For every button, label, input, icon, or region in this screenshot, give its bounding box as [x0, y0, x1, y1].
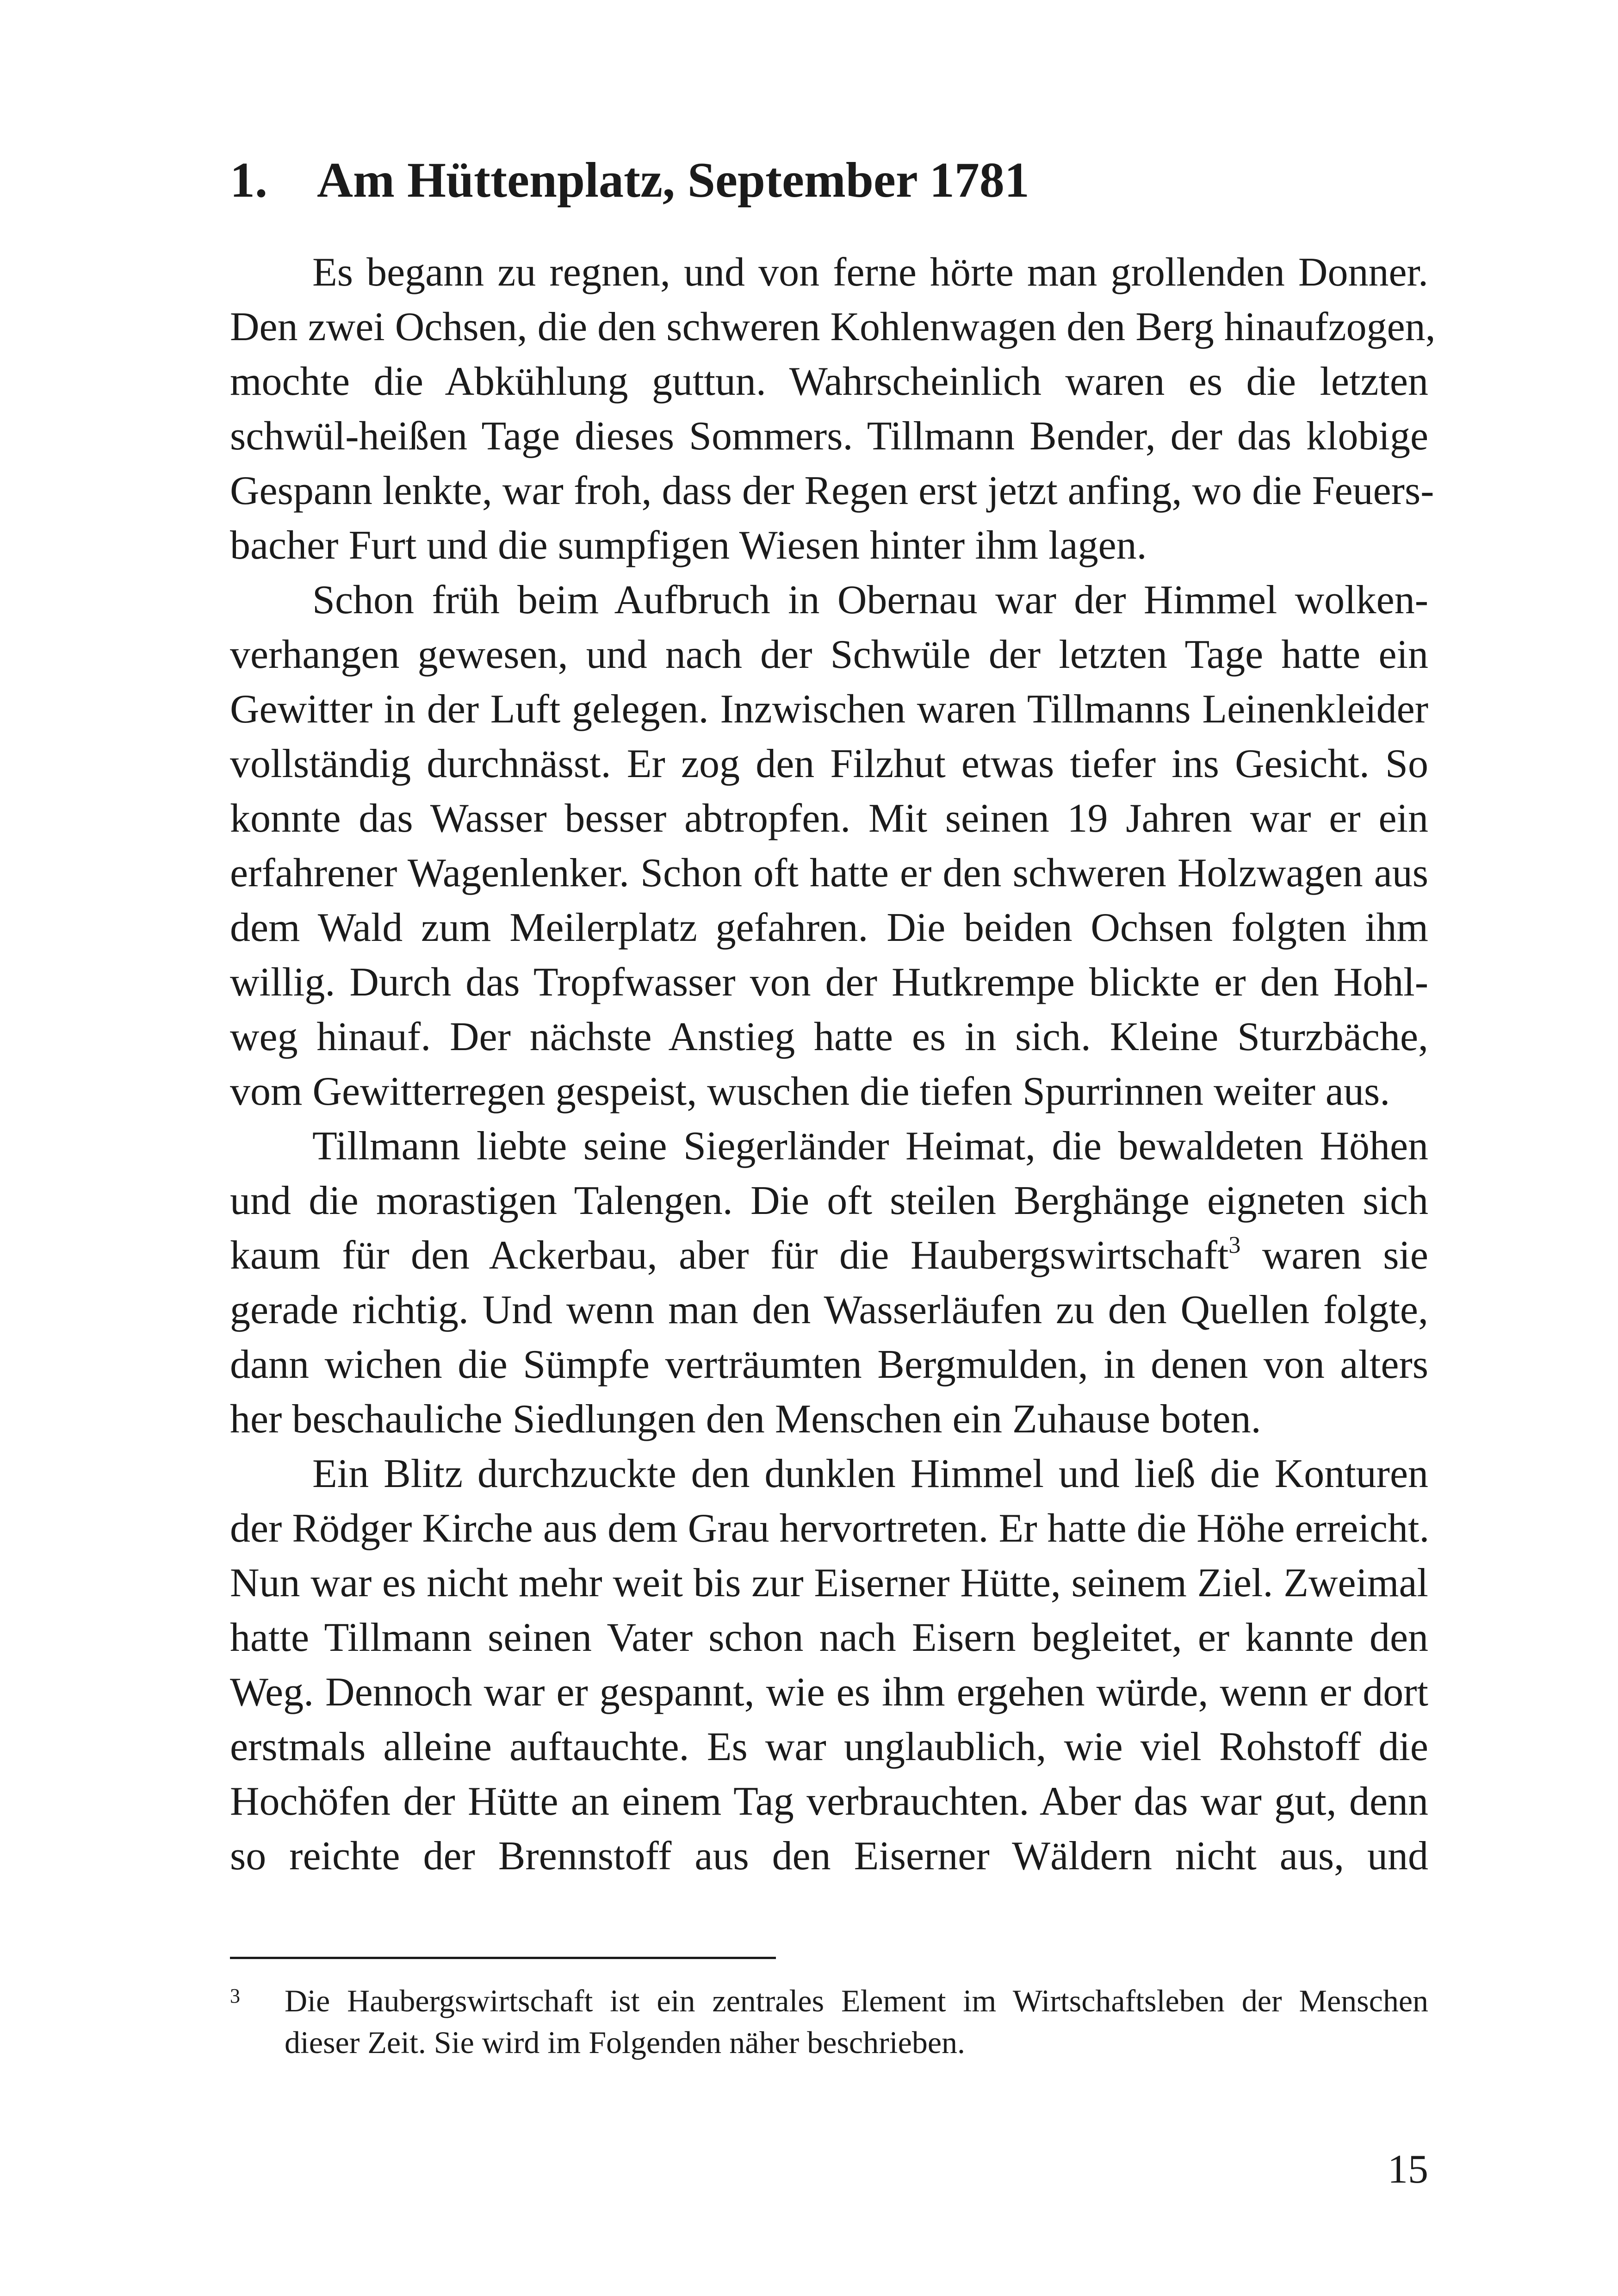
body-text — [230, 245, 1436, 1884]
text-line: her beschauliche Siedlungen den Menschen ein Zuhause boten. — [230, 1397, 1261, 1442]
text-line: dann wichen die Sümpfe verträumten Bergmulden, in denen von alters — [230, 1342, 1428, 1387]
text-line: dem Wald zum Meilerplatz gefahren. Die beiden Ochsen folgten ihm — [230, 905, 1428, 950]
text-line: schwül-heißen Tage dieses Sommers. Tillmann Bender, der das klobige — [230, 414, 1428, 459]
footnote-line: dieser Zeit. Sie wird im Folgenden näher beschrieben. — [285, 2025, 965, 2060]
text-line: verhangen gewesen, und nach der Schwüle der letzten Tage hatte ein — [230, 632, 1428, 677]
chapter-number: 1. — [230, 153, 267, 208]
footnote-text — [285, 1980, 1428, 2063]
text-line: so reichte der Brennstoff aus den Eiserner Wäldern nicht aus, und — [230, 1834, 1428, 1879]
page-number: 15 — [1388, 2147, 1428, 2192]
text-line: weg hinauf. Der nächste Anstieg hatte es in sich. Kleine Sturzbäche, — [230, 1014, 1428, 1059]
chapter-heading — [230, 150, 1029, 211]
text-line-with-footnote-ref — [230, 1228, 1428, 1283]
text-line: erstmals alleine auftauchte. Es war unglaublich, wie viel Rohstoff die — [230, 1724, 1428, 1769]
text-line: Ein Blitz durchzuckte den dunklen Himmel und ließ die Konturen — [312, 1451, 1428, 1496]
text-line: Gewitter in der Luft gelegen. Inzwischen waren Tillmanns Leinenkleider — [230, 687, 1428, 732]
text-line: erfahrener Wagenlenker. Schon oft hatte er den schweren Holzwagen aus — [230, 851, 1428, 896]
text-line: konnte das Wasser besser abtropfen. Mit seinen 19 Jahren war er ein — [230, 796, 1428, 841]
text-line: Gespann lenkte, war froh, dass der Regen erst jetzt anfing, wo die Feuers- — [230, 468, 1434, 513]
text-line: mochte die Abkühlung guttun. Wahrscheinlich waren es die letzten — [230, 359, 1428, 404]
text-line: willig. Durch das Tropfwasser von der Hutkrempe blickte er den Hohl- — [230, 960, 1428, 1005]
text-line: Es begann zu regnen, und von ferne hörte man grollenden Donner. — [312, 250, 1428, 295]
footnote-reference[interactable]: 3 — [1228, 1232, 1241, 1258]
footnote-number: 3 — [230, 1985, 240, 2007]
text-line: Hochöfen der Hütte an einem Tag verbrauchten. Aber das war gut, denn — [230, 1779, 1428, 1824]
text-segment: waren sie — [1240, 1233, 1428, 1278]
text-line: gerade richtig. Und wenn man den Wasserläufen zu den Quellen folgte, — [230, 1288, 1428, 1332]
footnote — [230, 1980, 1428, 2063]
footnote-divider — [230, 1957, 776, 1959]
chapter-title: Am Hüttenplatz, September 1781 — [317, 153, 1029, 208]
text-line: Nun war es nicht mehr weit bis zur Eiserner Hütte, seinem Ziel. Zweimal — [230, 1561, 1428, 1605]
text-segment: kaum für den Ackerbau, aber für die Haubergswirtschaft — [230, 1233, 1229, 1278]
text-line: Schon früh beim Aufbruch in Obernau war der Himmel wolken- — [312, 578, 1428, 622]
text-line: und die morastigen Talengen. Die oft steilen Berghänge eigneten sich — [230, 1178, 1428, 1223]
text-line: Den zwei Ochsen, die den schweren Kohlenwagen den Berg hinaufzogen, — [230, 305, 1436, 349]
text-line: hatte Tillmann seinen Vater schon nach Eisern begleitet, er kannte den — [230, 1615, 1428, 1660]
text-line: Weg. Dennoch war er gespannt, wie es ihm ergehen würde, wenn er dort — [230, 1670, 1428, 1715]
text-line: Tillmann liebte seine Siegerländer Heimat, die bewaldeten Höhen — [312, 1124, 1428, 1169]
text-line: vom Gewitterregen gespeist, wuschen die tiefen Spurrinnen weiter aus. — [230, 1069, 1390, 1114]
text-line: der Rödger Kirche aus dem Grau hervortreten. Er hatte die Höhe erreicht. — [230, 1506, 1430, 1551]
footnote-line: Die Haubergswirtschaft ist ein zentrales Element im Wirtschaftsleben der Menschen — [285, 1983, 1428, 2018]
text-line: bacher Furt und die sumpfigen Wiesen hinter ihm lagen. — [230, 523, 1147, 568]
text-line: vollständig durchnässt. Er zog den Filzhut etwas tiefer ins Gesicht. So — [230, 741, 1428, 786]
